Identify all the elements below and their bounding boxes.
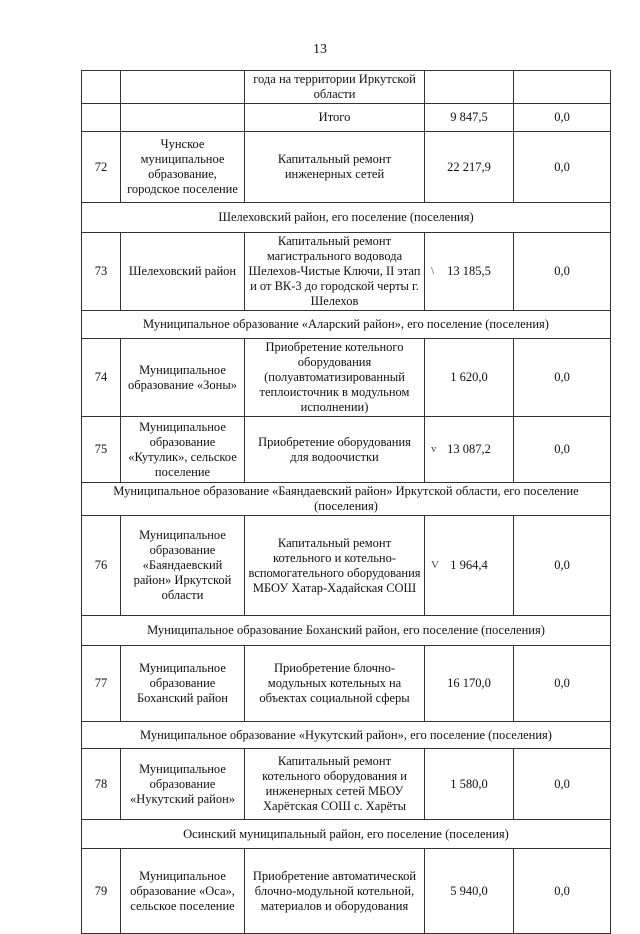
section-header-row [82, 820, 611, 849]
value-cell: 0,0 [514, 339, 611, 417]
municipality-name: Муниципальное образование «Баяндаевский район» Иркутской области [121, 516, 245, 616]
row-number: 73 [82, 233, 121, 311]
section-header-row [82, 311, 611, 339]
amount-cell [425, 749, 514, 820]
description-cell: года на территории Иркутской области [245, 71, 425, 104]
amount-cell [425, 646, 514, 722]
municipality-name: Муниципальное образование Боханский район [121, 646, 245, 722]
municipality-name: Муниципальное образование «Оса», сельское поселение [121, 849, 245, 934]
municipality-name: Муниципальное образование «Кутулик», сельское поселение [121, 417, 245, 483]
table-row [82, 516, 611, 616]
project-description: Приобретение блочно-модульных котельных на объектах социальной сферы [245, 646, 425, 722]
amount-cell [425, 132, 514, 203]
allocation-table [81, 70, 611, 934]
section-title: Шелеховский район, его поселение (поселения) [82, 203, 611, 233]
value-cell [514, 71, 611, 104]
table-row [82, 132, 611, 203]
check-mark: V [431, 558, 439, 571]
amount-value: 13 087,2 [447, 442, 491, 456]
check-mark: v [431, 442, 437, 455]
project-description: Капитальный ремонт котельного и котельно-вспомогательного оборудования МБОУ Хатар-Хадайская СОШ [245, 516, 425, 616]
table-row [82, 233, 611, 311]
section-title: Муниципальное образование «Аларский район», его поселение (поселения) [82, 311, 611, 339]
project-description: Капитальный ремонт котельного оборудования и инженерных сетей МБОУ Харётская СОШ с. Харёты [245, 749, 425, 820]
project-description: Капитальный ремонт инженерных сетей [245, 132, 425, 203]
amount-value: 1 580,0 [450, 776, 488, 791]
row-number: 72 [82, 132, 121, 203]
amount-cell [425, 233, 514, 311]
value-cell: 0,0 [514, 132, 611, 203]
table-row [82, 646, 611, 722]
section-header-row [82, 203, 611, 233]
municipality-name: Шелеховский район [121, 233, 245, 311]
amount-cell [425, 417, 514, 483]
amount-value: 16 170,0 [447, 676, 491, 690]
value-cell: 0,0 [514, 516, 611, 616]
total-amount: 9 847,5 [425, 104, 514, 132]
municipality-name: Чунское муниципальное образование, городское поселение [121, 132, 245, 203]
project-description: Приобретение оборудования для водоочистки [245, 417, 425, 483]
section-header-row [82, 616, 611, 646]
total-value: 0,0 [514, 104, 611, 132]
municipality-name: Муниципальное образование «Нукутский район» [121, 749, 245, 820]
value-cell: 0,0 [514, 646, 611, 722]
row-number: 74 [82, 339, 121, 417]
amount-cell [425, 339, 514, 417]
check-mark: \ [431, 264, 435, 277]
amount-value: 1 620,0 [450, 370, 488, 384]
row-number: 78 [82, 749, 121, 820]
table-row [82, 417, 611, 483]
row-number: 79 [82, 849, 121, 934]
num-cell [82, 71, 121, 104]
section-title: Осинский муниципальный район, его поселение (поселения) [82, 820, 611, 849]
amount-cell [425, 849, 514, 934]
project-description: Приобретение автоматической блочно-модульной котельной, материалов и оборудования [245, 849, 425, 934]
total-row [82, 104, 611, 132]
value-cell: 0,0 [514, 749, 611, 820]
amount-cell [425, 516, 514, 616]
page-number: 13 [313, 42, 327, 57]
table-row [82, 749, 611, 820]
section-header-row [82, 722, 611, 749]
municipality-cell [121, 104, 245, 132]
table-body [82, 71, 611, 934]
total-label: Итого [245, 104, 425, 132]
amount-value: 13 185,5 [447, 264, 491, 278]
row-number: 76 [82, 516, 121, 616]
municipality-name: Муниципальное образование «Зоны» [121, 339, 245, 417]
amount-cell [425, 71, 514, 104]
value-cell: 0,0 [514, 233, 611, 311]
row-number: 75 [82, 417, 121, 483]
municipality-cell [121, 71, 245, 104]
section-title: Муниципальное образование «Баяндаевский район» Иркутской области, его поселение (поселения) [82, 483, 611, 516]
value-cell: 0,0 [514, 849, 611, 934]
project-description: Капитальный ремонт магистрального водовода Шелехов-Чистые Ключи, II этап и от ВК-3 до городской черты г. Шелехов [245, 233, 425, 311]
section-header-row [82, 483, 611, 516]
table-row [82, 339, 611, 417]
project-description: Приобретение котельного оборудования (полуавтоматизированный теплоисточник в модульном исполнении) [245, 339, 425, 417]
continuation-row [82, 71, 611, 104]
value-cell: 0,0 [514, 417, 611, 483]
section-title: Муниципальное образование «Нукутский район», его поселение (поселения) [82, 722, 611, 749]
section-title: Муниципальное образование Боханский район, его поселение (поселения) [82, 616, 611, 646]
table-row [82, 849, 611, 934]
row-number: 77 [82, 646, 121, 722]
amount-value: 22 217,9 [447, 159, 491, 174]
num-cell [82, 104, 121, 132]
amount-value: 1 964,4 [450, 558, 488, 572]
amount-value: 5 940,0 [450, 883, 488, 898]
